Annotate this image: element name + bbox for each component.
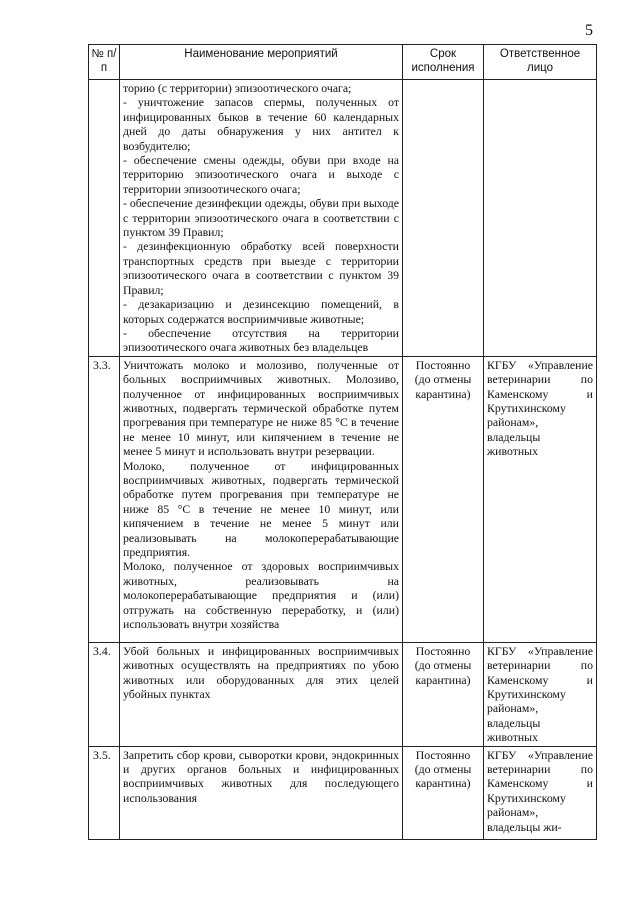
header-responsible: Ответственное лицо xyxy=(484,45,597,80)
responsible-text: КГБУ «Управление ветеринарии по Каменскому и Крутихинскому районам», владельцы животных xyxy=(487,643,593,745)
continuation-line: - дезинфекционную обработку всей поверхности транспортных средств при выезде с территории эпизоотического очага в соответствии с пунктом 39 Правил; xyxy=(123,239,399,297)
cell-term xyxy=(403,746,484,839)
measure-paragraph: Молоко, полученное от здоровых восприимчивых животных, реализовывать на молокоперерабатывающие предприятия и (или) отгружать на собственную переработку, и (или) использовать внутри хозяйства xyxy=(123,559,399,632)
table-row-continuation xyxy=(89,80,597,357)
continuation-line: - обеспечение отсутствия на территории эпизоотического очага животных без владельцев xyxy=(123,325,399,355)
responsible-text: КГБУ «Управление ветеринарии по Каменскому и Крутихинскому районам», владельцы жи- xyxy=(487,747,593,834)
cell-measures xyxy=(120,746,403,839)
table-row-3-5 xyxy=(89,746,597,839)
page-number: 5 xyxy=(585,22,593,39)
table-header-row xyxy=(89,45,597,80)
term-line: (до отмены xyxy=(414,761,472,776)
header-term: Срок исполнения xyxy=(403,45,484,80)
cell-number xyxy=(89,80,120,357)
term-line: карантина) xyxy=(415,672,471,687)
term-line: карантина) xyxy=(415,776,471,791)
cell-responsible xyxy=(484,746,597,839)
cell-responsible xyxy=(484,356,597,642)
cell-responsible xyxy=(484,80,597,357)
row-number: 3.3. xyxy=(89,356,120,642)
measures-table xyxy=(88,44,597,840)
measure-paragraph: Уничтожать молоко и молозиво, полученные от больных восприимчивых животных. Молозиво, полученное от инфицированных восприимчивых животных, подвергать термической обработке путем прогревания при температуре не ниже 85 °С в течение не менее 10 минут, или кипячением в течение не менее 5 минут и использовать внутри резервации. xyxy=(123,357,399,459)
header-number: № п/п xyxy=(89,45,120,80)
measure-paragraph: Запретить сбор крови, сыворотки крови, эндокринных и других органов больных и инфицированных восприимчивых животных для последующего использования xyxy=(123,747,399,805)
continuation-line: - обеспечение дезинфекции одежды, обуви при выходе с территории эпизоотического очага в соответствии с пунктом 39 Правил; xyxy=(123,196,399,240)
term-line: Постоянно xyxy=(415,643,471,658)
row-number: 3.5. xyxy=(89,746,120,839)
row-number: 3.4. xyxy=(89,642,120,746)
measure-paragraph: Молоко, полученное от инфицированных восприимчивых животных, подвергать термической обработке путем прогревания при температуре не ниже 85 °С в течение не менее 10 минут, или кипячением в течение не менее 5 минут или реализовывать на молокоперерабатывающие предприятия. xyxy=(123,458,399,559)
cell-measures xyxy=(120,356,403,642)
term-line: (до отмены xyxy=(414,658,472,673)
continuation-line: - дезакаризацию и дезинсекцию помещений, в которых содержатся восприимчивые животные; xyxy=(123,297,399,326)
continuation-line: - обеспечение смены одежды, обуви при входе на территорию эпизоотического очага и выходе с территории эпизоотического очага; xyxy=(123,153,399,196)
term-line: (до отмены xyxy=(414,372,472,387)
term-line: Постоянно xyxy=(415,747,471,762)
continuation-line: торию (с территории) эпизоотического очага; xyxy=(123,81,352,95)
measure-paragraph: Убой больных и инфицированных восприимчивых животных осуществлять на предприятиях по убою животных или оборудованных для этих целей убойных пунктах xyxy=(123,643,399,701)
cell-term xyxy=(403,642,484,746)
cell-term xyxy=(403,356,484,642)
cell-responsible xyxy=(484,642,597,746)
term-line: Постоянно xyxy=(415,357,471,372)
header-measures: Наименование мероприятий xyxy=(120,45,403,80)
term-line: карантина) xyxy=(415,386,471,401)
cell-measures xyxy=(120,642,403,746)
responsible-text: КГБУ «Управление ветеринарии по Каменскому и Крутихинскому районам», владельцы животных xyxy=(487,357,593,459)
cell-term xyxy=(403,80,484,357)
cell-measures xyxy=(120,80,403,357)
continuation-line: - уничтожение запасов спермы, полученных от инфицированных быков в течение 60 календарных дней до даты обнаружения у них антител к возбудителю; xyxy=(123,95,399,153)
table-row-3-3 xyxy=(89,356,597,642)
table-row-3-4 xyxy=(89,642,597,746)
